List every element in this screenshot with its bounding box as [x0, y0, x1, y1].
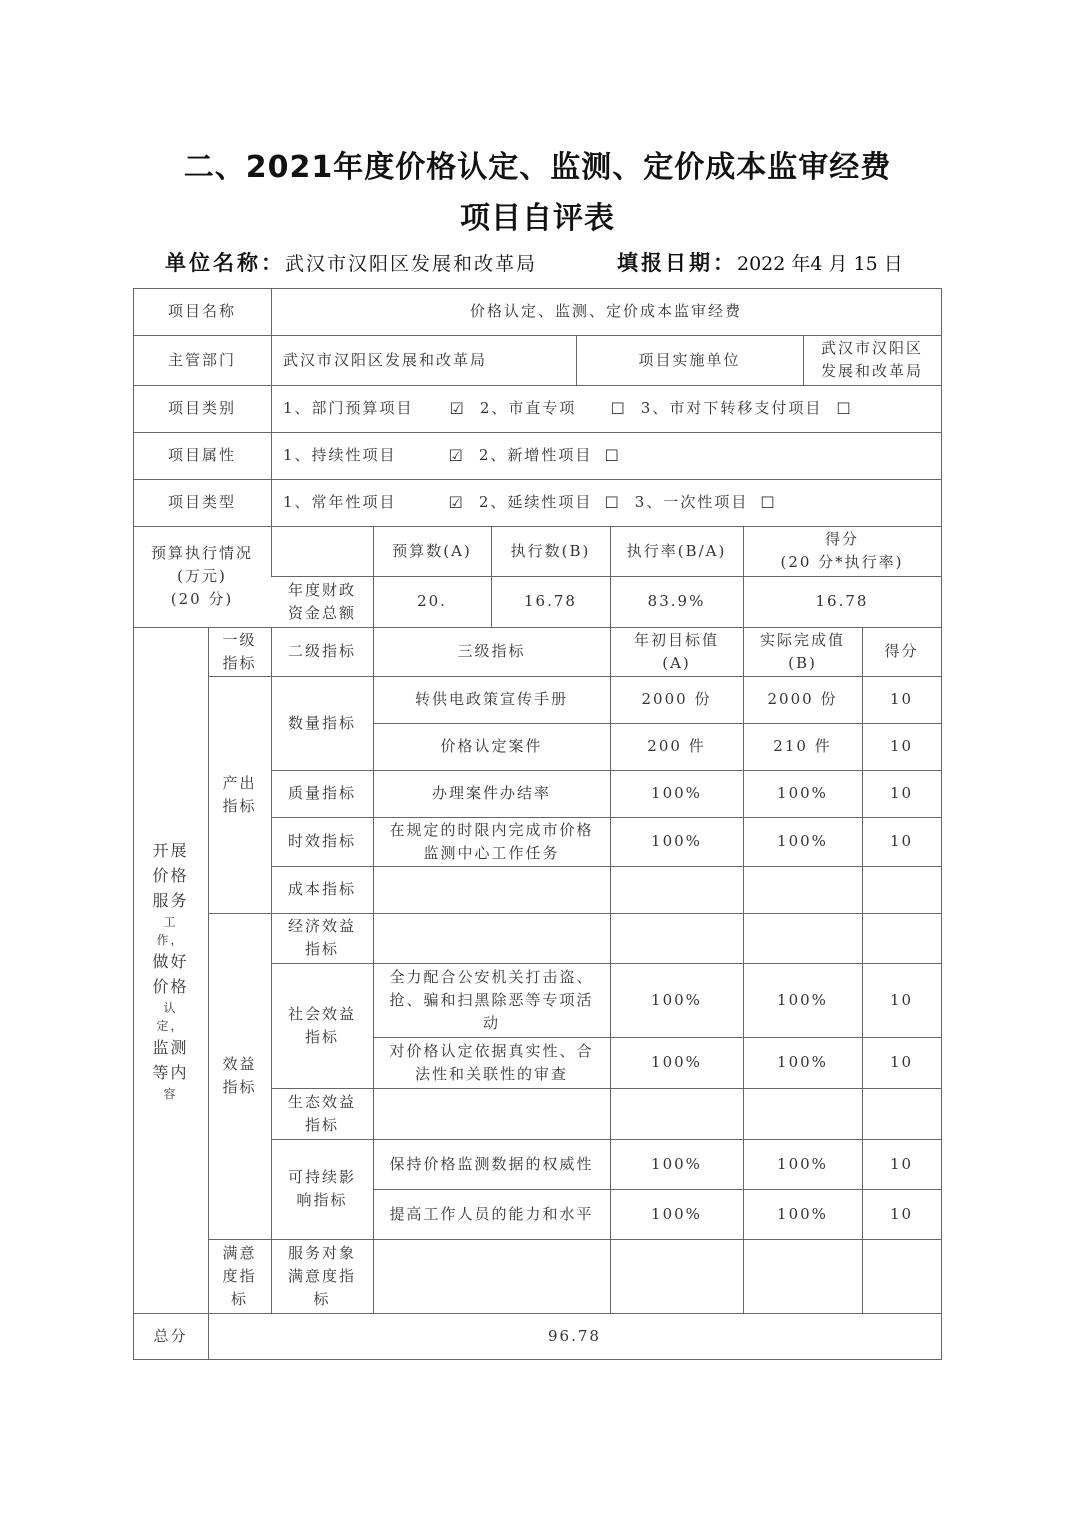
- level3-indicator: [373, 1239, 610, 1313]
- actual-value: 100%: [777, 1154, 828, 1173]
- budget-value: 20.: [417, 592, 447, 610]
- level3-indicator: [373, 866, 610, 913]
- level2-indicator: 经济效益指标: [287, 917, 356, 958]
- goal-label-fragment: 工: [163, 914, 178, 929]
- row-score: 10: [889, 784, 914, 802]
- budget-section-label: [133, 526, 271, 627]
- project-category-option-label: 1、部门预算项目: [283, 399, 414, 417]
- row-score: 10: [889, 990, 914, 1009]
- header-level1: 一级指标: [222, 630, 257, 672]
- row-score: 10: [889, 1204, 914, 1223]
- goal-label-fragment: 等内: [152, 1062, 189, 1082]
- row-score: [862, 866, 941, 913]
- date-info: [617, 247, 903, 277]
- project-category-option-label: 3、市对下转移支付项目: [640, 399, 823, 417]
- target-value: 2000 份: [641, 690, 712, 708]
- unchecked-checkbox-icon[interactable]: ☐: [604, 446, 621, 465]
- actual-value: 100%: [777, 1053, 828, 1071]
- project-attribute-options: [271, 432, 941, 479]
- unchecked-checkbox-icon[interactable]: ☐: [604, 493, 621, 512]
- impl-unit-value: 武汉市汉阳区发展和改革局: [820, 339, 923, 380]
- group-satisfaction-label: 满意度指标: [222, 1243, 257, 1308]
- actual-value: 100%: [777, 832, 828, 850]
- target-value: 100%: [651, 1204, 702, 1223]
- budget-col-score: [743, 526, 941, 576]
- budget-label-line1: 预算执行情况: [150, 544, 253, 562]
- level3-indicator: 提高工作人员的能力和水平: [389, 1204, 594, 1223]
- goal-label-fragment: 容: [163, 1086, 178, 1101]
- budget-col-rate: 执行率(B/A): [626, 541, 727, 560]
- project-category-label: 项目类别: [167, 399, 236, 417]
- target-value: [610, 913, 743, 963]
- level2-indicator: 质量指标: [287, 784, 356, 802]
- rate-value: 83.9%: [647, 592, 706, 610]
- level2-indicator: 可持续影响指标: [287, 1168, 356, 1209]
- target-value: 100%: [651, 1053, 702, 1071]
- row-score: [862, 1088, 941, 1139]
- goal-label-fragment: 定，: [156, 1018, 185, 1033]
- target-value: 100%: [651, 784, 702, 802]
- budget-label-line3: (20 分): [170, 590, 234, 608]
- budget-header-blank: [271, 526, 373, 576]
- date-value: 2022 年4 月 15 日: [737, 253, 903, 275]
- budget-label-line2: (万元): [177, 567, 227, 585]
- table-rule: [208, 1239, 272, 1240]
- unit-label: 单位名称：: [165, 251, 285, 275]
- table-rule: [491, 526, 492, 627]
- level2-indicator: 社会效益指标: [287, 1004, 356, 1046]
- unit-info: [165, 247, 537, 277]
- unchecked-checkbox-icon[interactable]: ☐: [610, 399, 627, 418]
- project-attribute-option-label: 1、持续性项目: [283, 446, 397, 464]
- header-target: 年初目标值(A): [633, 630, 719, 672]
- actual-value: 100%: [777, 784, 828, 802]
- level3-indicator: 价格认定案件: [440, 737, 543, 755]
- level2-indicator: 服务对象满意度指标: [287, 1243, 356, 1308]
- table-rule: [133, 1359, 942, 1360]
- project-attribute-option-label: 2、新增性项目: [478, 446, 593, 464]
- budget-col-exec: 执行数(B): [510, 541, 591, 560]
- table-rule: [610, 526, 611, 627]
- row-score: 10: [889, 832, 914, 850]
- header-level3: 三级指标: [457, 642, 526, 660]
- total-label: 总分: [153, 1326, 188, 1345]
- row-score: [862, 1239, 941, 1313]
- date-label: 填报日期：: [617, 251, 737, 275]
- level2-indicator: 生态效益指标: [287, 1092, 356, 1134]
- group-output-label: 产出指标: [222, 773, 257, 815]
- level3-indicator: [373, 1088, 610, 1139]
- level2-indicator: 成本指标: [287, 880, 356, 898]
- project-type-option-label: 3、一次性项目: [634, 493, 749, 511]
- checked-checkbox-icon[interactable]: ☑: [449, 399, 466, 418]
- actual-value: 100%: [777, 1204, 828, 1223]
- goal-label-fragment: 价格: [152, 865, 189, 885]
- project-attribute-label: 项目属性: [167, 446, 236, 464]
- unit-value: 武汉市汉阳区发展和改革局: [285, 253, 538, 275]
- project-type-option-label: 2、延续性项目: [478, 493, 593, 511]
- budget-col-score-line1: 得分: [824, 530, 859, 548]
- table-rule: [803, 335, 804, 385]
- budget-row-label: 年度财政资金总额: [287, 580, 356, 622]
- target-value: 100%: [651, 1154, 702, 1173]
- actual-value: [743, 1239, 862, 1313]
- row-score: 10: [889, 737, 914, 755]
- row-score: 10: [889, 1154, 914, 1173]
- project-name-value: 价格认定、监测、定价成本监审经费: [469, 302, 742, 320]
- goal-label-fragment: 认: [163, 1000, 178, 1015]
- target-value: [610, 1239, 743, 1313]
- target-value: 100%: [651, 990, 702, 1009]
- page-title-line1: 二、2021年度价格认定、监测、定价成本监审经费: [183, 150, 892, 185]
- header-actual: 实际完成值(B): [759, 630, 845, 672]
- unchecked-checkbox-icon[interactable]: ☐: [760, 493, 777, 512]
- budget-col-score-line2: (20 分*执行率): [780, 553, 904, 571]
- checked-checkbox-icon[interactable]: ☑: [448, 446, 465, 465]
- actual-value: 100%: [777, 990, 828, 1009]
- impl-unit-label: 项目实施单位: [638, 350, 741, 369]
- total-value: 96.78: [548, 1326, 601, 1345]
- level3-indicator: 全力配合公安机关打击盗、抢、骗和扫黑除恶等专项活动: [389, 967, 594, 1032]
- goal-label-fragment: 服务: [152, 890, 189, 910]
- table-rule: [208, 913, 272, 914]
- level3-indicator: 在规定的时限内完成市价格监测中心工作任务: [389, 820, 594, 862]
- table-rule: [941, 288, 942, 1359]
- goal-label-fragment: 做好: [152, 951, 189, 971]
- project-name-label: 项目名称: [167, 302, 236, 320]
- actual-value: [743, 866, 862, 913]
- table-rule: [743, 526, 744, 627]
- level3-indicator: 对价格认定依据真实性、合法性和关联性的审查: [389, 1041, 594, 1083]
- goal-label-fragment: 监测: [152, 1037, 189, 1057]
- project-category-options: [271, 385, 941, 432]
- page-title-line2: 项目自评表: [460, 201, 615, 236]
- row-score: 10: [889, 1053, 914, 1071]
- budget-col-budget: 预算数(A): [392, 541, 472, 560]
- actual-value: [743, 913, 862, 963]
- dept-label: 主管部门: [167, 350, 236, 369]
- actual-value: 210 件: [773, 737, 832, 755]
- goal-label-fragment: 开展: [152, 840, 189, 860]
- goal-label: [133, 627, 208, 1313]
- table-rule: [373, 526, 374, 627]
- row-score: 10: [889, 690, 914, 708]
- target-value: [610, 866, 743, 913]
- target-value: 100%: [651, 832, 702, 850]
- target-value: [610, 1088, 743, 1139]
- project-type-label: 项目类型: [167, 493, 236, 511]
- level3-indicator: 保持价格监测数据的权威性: [389, 1154, 594, 1173]
- actual-value: 2000 份: [767, 690, 838, 708]
- level2-indicator: 数量指标: [287, 713, 356, 732]
- group-benefit-label: 效益指标: [222, 1055, 257, 1096]
- project-type-options: [271, 479, 941, 526]
- header-score: 得分: [884, 642, 919, 660]
- goal-label-fragment: 价格: [152, 976, 189, 996]
- project-category-option-label: 2、市直专项: [479, 399, 577, 417]
- level3-indicator: 转供电政策宣传手册: [414, 690, 568, 708]
- score-value: 16.78: [815, 592, 869, 610]
- level3-indicator: [373, 913, 610, 963]
- header-level2: 二级指标: [287, 642, 356, 660]
- project-type-option-label: 1、常年性项目: [283, 493, 397, 511]
- actual-value: [743, 1088, 862, 1139]
- goal-label-fragment: 作，: [156, 932, 185, 947]
- level2-indicator: 时效指标: [287, 832, 356, 850]
- unchecked-checkbox-icon[interactable]: ☐: [836, 399, 853, 418]
- table-rule: [576, 335, 577, 385]
- exec-value: 16.78: [524, 592, 577, 610]
- level3-indicator: 办理案件办结率: [431, 784, 551, 802]
- checked-checkbox-icon[interactable]: ☑: [448, 493, 465, 512]
- target-value: 200 件: [647, 737, 706, 755]
- row-score: [862, 913, 941, 963]
- dept-value: 武汉市汉阳区发展和改革局: [283, 350, 488, 369]
